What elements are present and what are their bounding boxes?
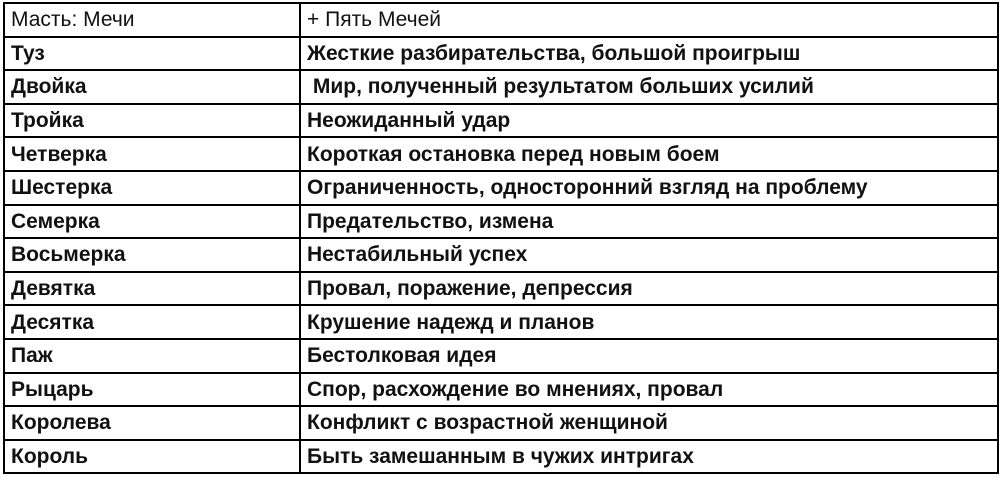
card-meaning-cell: Жесткие разбирательства, большой проигрыш: [300, 37, 998, 71]
card-header-cell: + Пять Мечей: [300, 3, 998, 37]
card-name-cell: Десятка: [4, 305, 300, 339]
card-meaning-cell: Нестабильный успех: [300, 238, 998, 272]
card-meaning-cell: Предательство, измена: [300, 205, 998, 239]
card-name-cell: Двойка: [4, 70, 300, 104]
card-name-cell: Девятка: [4, 272, 300, 306]
table-row: [4, 272, 998, 306]
tarot-swords-table: [3, 2, 999, 474]
table-row: [4, 406, 998, 440]
table-row: [4, 37, 998, 71]
card-name-cell: Тройка: [4, 104, 300, 138]
card-meaning-cell: Ограниченность, односторонний взгляд на проблему: [300, 171, 998, 205]
card-meaning-cell: Быть замешанным в чужих интригах: [300, 440, 998, 474]
card-meaning-cell: Мир, полученный результатом больших усилий: [300, 70, 998, 104]
card-name-cell: Рыцарь: [4, 373, 300, 407]
card-name-cell: Туз: [4, 37, 300, 71]
card-meaning-cell: Провал, поражение, депрессия: [300, 272, 998, 306]
table-row: [4, 373, 998, 407]
card-meaning-cell: Конфликт с возрастной женщиной: [300, 406, 998, 440]
card-name-cell: Паж: [4, 339, 300, 373]
card-meaning-cell: Спор, расхождение во мнениях, провал: [300, 373, 998, 407]
card-meaning-cell: Неожиданный удар: [300, 104, 998, 138]
table-body: [4, 3, 998, 473]
card-name-cell: Король: [4, 440, 300, 474]
table-row: [4, 171, 998, 205]
table-row: [4, 238, 998, 272]
card-meaning-cell: Короткая остановка перед новым боем: [300, 137, 998, 171]
card-name-cell: Королева: [4, 406, 300, 440]
table-row: [4, 305, 998, 339]
table-row: [4, 104, 998, 138]
header-row: [4, 3, 998, 37]
table-row: [4, 339, 998, 373]
table-row: [4, 70, 998, 104]
card-name-cell: Шестерка: [4, 171, 300, 205]
card-name-cell: Семерка: [4, 205, 300, 239]
card-meaning-cell: Крушение надежд и планов: [300, 305, 998, 339]
table-row: [4, 440, 998, 474]
table-row: [4, 137, 998, 171]
suit-header-cell: Масть: Мечи: [4, 3, 300, 37]
card-meaning-cell: Бестолковая идея: [300, 339, 998, 373]
table-row: [4, 205, 998, 239]
card-name-cell: Восьмерка: [4, 238, 300, 272]
card-name-cell: Четверка: [4, 137, 300, 171]
